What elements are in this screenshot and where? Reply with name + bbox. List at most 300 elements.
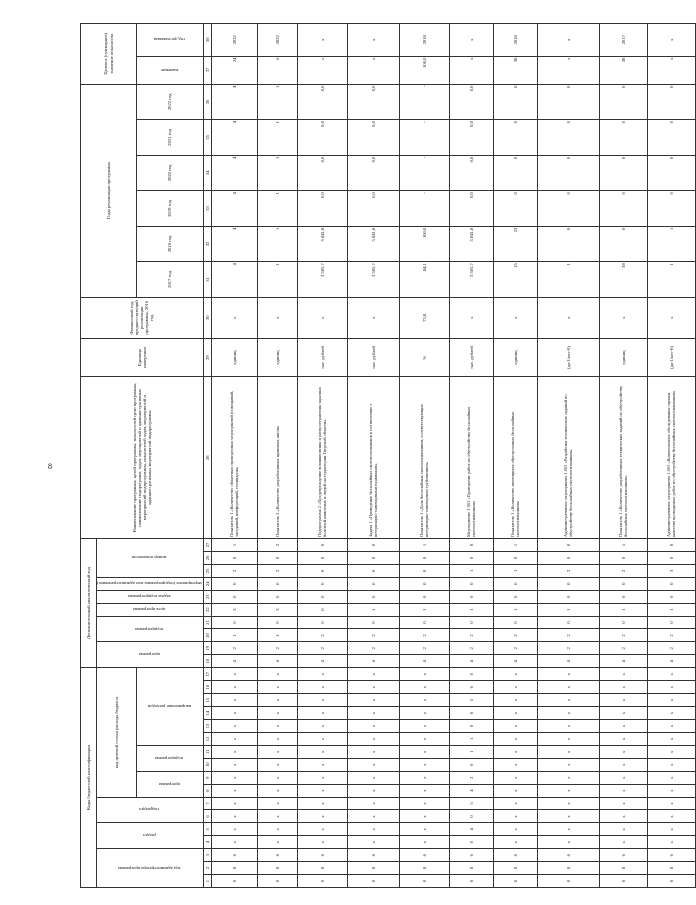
code-digit (257, 564, 297, 577)
code-digit-text: x (421, 776, 427, 779)
code-digit (211, 564, 257, 577)
row-target-value (257, 56, 297, 84)
row-target-value-text: x (370, 57, 376, 60)
row-year-value-text: 23 (512, 227, 518, 233)
code-digit-text: 0 (668, 556, 674, 560)
code-digit-text: x (565, 673, 571, 676)
code-digit-text: 6 (370, 854, 376, 857)
column-number (203, 338, 211, 377)
code-digit (493, 784, 537, 797)
header-year-1-text: 2018 год (167, 235, 173, 253)
row-unit (493, 338, 537, 377)
code-digit-text: 5 (468, 698, 474, 702)
code-digit (399, 823, 449, 836)
code-digit (347, 720, 399, 733)
code-digit-text: 8 (565, 866, 571, 870)
code-digit (493, 551, 537, 564)
row-year-value (599, 155, 647, 191)
row-year-value-text: 4 (231, 121, 237, 124)
code-digit-text: 4 (468, 660, 474, 663)
code-digit (449, 720, 493, 733)
code-digit-text: x (620, 815, 626, 818)
row-year-value-text: 0 (512, 121, 518, 124)
code-digit-text: x (668, 828, 674, 831)
row-unit-text: тыс. рублей (319, 346, 325, 370)
row-year-value (347, 84, 399, 120)
code-digit-text: 2 (468, 776, 474, 779)
header-years-group (81, 84, 137, 297)
code-digit (537, 655, 599, 668)
code-digit (347, 836, 399, 849)
code-digit-text: 2 (512, 647, 518, 650)
code-digit-text: x (668, 750, 674, 753)
code-digit-text: 0 (319, 582, 325, 585)
code-digit (449, 836, 493, 849)
code-digit-text: x (319, 789, 325, 792)
row-year-value (599, 120, 647, 156)
column-number-text: 36 (204, 99, 210, 105)
row-year-value-text: - (421, 121, 427, 123)
code-digit-text: x (668, 724, 674, 728)
code-digit (297, 551, 347, 564)
code-digit-text: x (565, 828, 571, 831)
code-digit (599, 732, 647, 745)
code-digit-text: 3 (274, 608, 280, 611)
header-target-year (137, 24, 204, 57)
code-digit (599, 616, 647, 629)
column-number (203, 707, 211, 720)
code-digit (647, 745, 695, 758)
row-target-year-text: x (668, 38, 674, 41)
code-digit-text: 0 (468, 724, 474, 728)
code-digit-text: 1 (370, 608, 376, 611)
row-year-value (257, 191, 297, 227)
code-digit (449, 758, 493, 771)
row-year-value-text: 0,0 (468, 121, 474, 127)
code-digit (537, 681, 599, 694)
header-year-4-text: 2021 год (167, 129, 173, 146)
code-digit (347, 875, 399, 888)
code-digit-text: x (668, 841, 674, 844)
column-number-text: 20 (204, 633, 210, 638)
column-number-text: 25 (204, 568, 210, 574)
code-digit (537, 539, 599, 552)
code-digit (347, 862, 399, 875)
code-digit-text: x (668, 686, 674, 689)
code-digit (493, 875, 537, 888)
column-number (203, 642, 211, 655)
column-number (203, 758, 211, 771)
row-name-text: Административное мероприятие 1.003 «Комиссионное обследование оценки качества проводимых работ по обустройству бесхозяйных скотомогильников» (666, 390, 677, 538)
code-digit-text: 6 (274, 854, 280, 857)
row-year-value-text: 1 (274, 121, 280, 124)
column-number (203, 862, 211, 875)
code-digit-text: 0 (668, 595, 674, 598)
code-digit (297, 681, 347, 694)
header-add-measure-text: мероприятие (подпрограммы или административное) (97, 581, 202, 587)
code-digit-text: 0 (512, 879, 518, 883)
column-number-text: 11 (204, 749, 210, 755)
row-year-value-text: 0,0 (370, 85, 376, 92)
code-digit-text: 2 (274, 647, 280, 650)
code-digit (399, 707, 449, 720)
code-digit (297, 616, 347, 629)
row-year-value-text: 0,0 (319, 156, 325, 163)
code-digit (399, 745, 449, 758)
code-digit-text: 2 (319, 647, 325, 650)
row-target-year-text: x (565, 38, 571, 41)
code-digit (399, 590, 449, 603)
code-digit (647, 539, 695, 552)
code-digit (449, 655, 493, 668)
code-digit (257, 732, 297, 745)
code-digit-text: 0 (620, 621, 626, 624)
row-base-value (257, 297, 297, 338)
row-unit-text: единиц (274, 350, 280, 365)
row-name-text: Показатель 1 «Количество областных проведенных мероприятий (совещаний, заседаний, конференций, семинаров» (229, 391, 240, 538)
column-number (203, 668, 211, 681)
code-digit-text: x (370, 698, 376, 702)
code-digit-text: 2 (370, 634, 376, 637)
code-digit (399, 603, 449, 616)
code-digit (211, 539, 257, 552)
code-digit (449, 603, 493, 616)
row-name (297, 377, 347, 539)
header-add-program-text: программа (138, 652, 160, 658)
code-digit (347, 745, 399, 758)
code-digit-text: x (274, 724, 280, 728)
code-digit (647, 720, 695, 733)
code-digit (257, 551, 297, 564)
code-digit-text: 2 (565, 634, 571, 637)
row-target-year (297, 24, 347, 57)
row-year-value-text: 1 (565, 263, 571, 266)
row-year-value (257, 155, 297, 191)
row-name-text: Подпрограмма 2 «Предупреждение возникновения и распространения заразных болезней животных и людей на территории Тверской области» (317, 386, 328, 538)
code-digit-text: 1 (274, 634, 280, 637)
row-year-value (493, 120, 537, 156)
row-unit-text: единиц (512, 350, 518, 365)
code-digit (647, 849, 695, 862)
code-digit (211, 810, 257, 823)
code-digit (647, 577, 695, 590)
row-target-value (211, 56, 257, 84)
code-digit (297, 629, 347, 642)
row-year-value-text: 0,0 (370, 121, 376, 127)
code-digit-text: x (512, 686, 518, 689)
code-digit-text: x (274, 841, 280, 844)
column-number (203, 84, 211, 120)
row-year-value (399, 155, 449, 191)
code-digit-text: 4 (370, 660, 376, 663)
code-digit (211, 745, 257, 758)
header-year-5 (137, 84, 204, 120)
row-target-value (599, 56, 647, 84)
code-digit-text: 0 (620, 595, 626, 598)
table-row (297, 24, 347, 888)
row-year-value-text: 0 (668, 85, 674, 88)
code-digit (257, 694, 297, 707)
code-digit-text: x (668, 737, 674, 741)
column-number-text: 21 (204, 620, 210, 625)
header-year-5-text: 2022 год (167, 93, 173, 111)
header-years-group-text: Годы реализации программы (105, 162, 111, 220)
code-digit-text: x (565, 776, 571, 779)
code-digit-text: 0 (512, 556, 518, 560)
code-digit-text: x (421, 802, 427, 805)
row-year-value-text: 0,0 (468, 85, 474, 92)
row-name-text: Показатель 1 «Доля бесхозяйных скотомогильников, соответствующих ветеринарно-санитарным требованиям» (419, 404, 430, 538)
code-digit (257, 862, 297, 875)
code-digit-text: 6 (468, 686, 474, 689)
code-digit (347, 564, 399, 577)
header-target-value (137, 56, 204, 84)
header-section-text: раздел (142, 833, 156, 839)
code-digit (599, 875, 647, 888)
code-digit-text: 6 (468, 854, 474, 857)
column-number-text: 19 (204, 646, 210, 651)
row-year-value (537, 191, 599, 227)
row-year-value-text: 3 505,7 (319, 263, 325, 278)
row-year-value (493, 226, 537, 262)
row-target-year-text: 2022 (274, 35, 280, 45)
column-number-text: 29 (204, 355, 210, 360)
code-digit-text: x (421, 711, 427, 715)
row-base-value-text: x (231, 316, 237, 319)
column-number (203, 745, 211, 758)
code-digit-text: 2 (231, 647, 237, 650)
column-number-text: 31 (204, 277, 210, 282)
code-digit-text: x (512, 698, 518, 702)
header-article-code-text: код целевой статьи расхода бюджета (113, 696, 119, 769)
code-digit (399, 771, 449, 784)
header-add-measure (97, 577, 204, 590)
row-year-value-text: 4 (231, 227, 237, 230)
code-digit (211, 668, 257, 681)
code-digit (211, 616, 257, 629)
code-digit-text: 5 (468, 802, 474, 805)
code-digit (211, 694, 257, 707)
code-digit-text: 8 (274, 866, 280, 870)
code-digit (537, 875, 599, 888)
code-digit (449, 668, 493, 681)
code-digit (257, 720, 297, 733)
header-article-subprogram-text: подпрограмма (155, 755, 184, 761)
code-digit (537, 758, 599, 771)
code-digit (493, 810, 537, 823)
row-target-year-text: x (370, 38, 376, 41)
code-digit-text: 0 (468, 556, 474, 560)
row-year-value-text: 0 (620, 121, 626, 124)
code-digit (599, 862, 647, 875)
code-digit-text: x (620, 841, 626, 844)
row-target-value-text: 38 (620, 57, 626, 63)
code-digit-text: x (319, 815, 325, 818)
row-name (399, 377, 449, 539)
row-year-value (297, 262, 347, 298)
row-name (211, 377, 257, 539)
code-digit-text: 2 (421, 634, 427, 637)
code-digit (449, 564, 493, 577)
column-number-text: 14 (204, 710, 210, 716)
column-number (203, 836, 211, 849)
row-target-year (537, 24, 599, 57)
code-digit (399, 564, 449, 577)
code-digit (297, 745, 347, 758)
code-digit-text: 0 (370, 556, 376, 560)
code-digit (297, 823, 347, 836)
column-number-text: 1 (204, 879, 210, 883)
code-digit (211, 732, 257, 745)
code-digit (493, 694, 537, 707)
code-digit (347, 771, 399, 784)
code-digit (347, 694, 399, 707)
column-number-text: 35 (204, 135, 210, 140)
column-number-text: 33 (204, 206, 210, 211)
row-year-value-text: 0 (565, 156, 571, 159)
code-digit-text: 0 (319, 556, 325, 560)
code-digit-text: x (319, 776, 325, 779)
row-year-value (399, 84, 449, 120)
row-base-value-text: x (319, 316, 325, 319)
code-digit (647, 551, 695, 564)
header-add-task-text: задача подпрограммы (128, 594, 171, 600)
code-digit (257, 771, 297, 784)
row-year-value-text: 0,0 (370, 156, 376, 163)
code-digit-text: 0 (512, 595, 518, 598)
code-digit (211, 849, 257, 862)
code-digit-text: 0 (620, 556, 626, 560)
row-name-text: Административное мероприятие 1.002 «Разработка технических заданий по обустройству бесхозяйных скотомогильников» (563, 394, 574, 538)
row-unit (211, 338, 257, 377)
code-digit (297, 810, 347, 823)
code-digit-text: 0 (274, 621, 280, 624)
code-digit-text: 0 (421, 569, 427, 572)
header-year-4 (137, 120, 204, 156)
code-digit-text: x (565, 815, 571, 818)
row-year-value (211, 84, 257, 120)
row-unit-text: (да-1/нет-0) (668, 346, 674, 370)
code-digit-text: 0 (421, 556, 427, 560)
code-digit (297, 758, 347, 771)
code-digit (211, 875, 257, 888)
header-target-value-text: значение (160, 67, 179, 73)
row-year-value (347, 262, 399, 298)
code-digit (399, 629, 449, 642)
row-target-value-text: 100,0 (421, 57, 427, 68)
code-digit-text: x (620, 698, 626, 702)
code-digit-text: x (512, 802, 518, 805)
header-add-indicator (97, 539, 204, 578)
row-year-value-text: 0 (620, 85, 626, 88)
code-digit (599, 771, 647, 784)
code-digit (647, 758, 695, 771)
row-name (493, 377, 537, 539)
code-digit-text: x (231, 802, 237, 805)
code-digit-text: x (370, 841, 376, 844)
code-digit (493, 616, 537, 629)
code-digit (599, 720, 647, 733)
row-year-value-text: 0 (668, 156, 674, 159)
row-unit (599, 338, 647, 377)
row-year-value (537, 262, 599, 298)
row-base-value-text: x (274, 316, 280, 319)
column-number-text: 5 (204, 828, 210, 831)
code-digit-text: 0 (468, 711, 474, 715)
column-number (203, 681, 211, 694)
row-year-value-text: 0 (668, 192, 674, 195)
code-digit (493, 681, 537, 694)
code-digit-text: x (319, 686, 325, 689)
code-digit-text: 8 (620, 866, 626, 870)
column-number (203, 297, 211, 338)
header-classification (81, 668, 97, 888)
code-digit (599, 590, 647, 603)
row-year-value (647, 155, 695, 191)
code-digit-text: 2 (512, 634, 518, 637)
code-digit-text: 1 (512, 543, 518, 547)
code-digit (399, 668, 449, 681)
code-digit-text: 8 (231, 866, 237, 870)
row-target-value-text: 6 (274, 57, 280, 60)
code-digit-text: 2 (421, 647, 427, 650)
code-digit (211, 797, 257, 810)
header-name-text: Наименование программы, целей программы, показателей цели программы, наименование подпрограмм, задач, мероприятий и административных мероприятий подпрограммы, показателей задач, мероприятий и административных мероприятий подпрограммы (131, 382, 152, 533)
code-digit-text: x (421, 698, 427, 702)
code-digit (347, 758, 399, 771)
code-digit-text: x (512, 673, 518, 676)
code-digit-text: 8 (370, 866, 376, 870)
row-target-value (297, 56, 347, 84)
code-digit-text: 0 (468, 543, 474, 547)
column-number (203, 539, 211, 552)
code-digit (599, 603, 647, 616)
code-digit-text: x (620, 686, 626, 689)
code-digit-text: x (620, 802, 626, 805)
header-additional-code-text: Дополнительный аналитический код (85, 567, 91, 640)
code-digit (347, 732, 399, 745)
code-digit (399, 732, 449, 745)
code-digit-text: x (274, 698, 280, 702)
code-digit-text: x (231, 737, 237, 741)
code-digit-text: 4 (274, 660, 280, 663)
row-base-value-text: 73,8 (421, 313, 427, 322)
row-year-value (347, 191, 399, 227)
row-year-value-text: 0 (565, 192, 571, 195)
code-digit (599, 642, 647, 655)
code-digit (599, 745, 647, 758)
code-digit-text: x (565, 711, 571, 715)
code-digit (297, 797, 347, 810)
code-digit (297, 655, 347, 668)
code-digit-text: x (620, 724, 626, 728)
code-digit-text: 0 (421, 879, 427, 883)
code-digit-text: x (370, 750, 376, 753)
column-number (203, 24, 211, 57)
header-year-2 (137, 191, 204, 227)
code-digit (297, 668, 347, 681)
code-digit-text: x (231, 724, 237, 728)
code-digit-text: x (274, 737, 280, 741)
code-digit (449, 771, 493, 784)
code-digit-text: x (620, 673, 626, 676)
code-digit-text: 0 (319, 543, 325, 547)
row-year-value (647, 226, 695, 262)
row-year-value (347, 120, 399, 156)
code-digit-text: x (668, 673, 674, 676)
code-digit (257, 616, 297, 629)
code-digit (297, 642, 347, 655)
